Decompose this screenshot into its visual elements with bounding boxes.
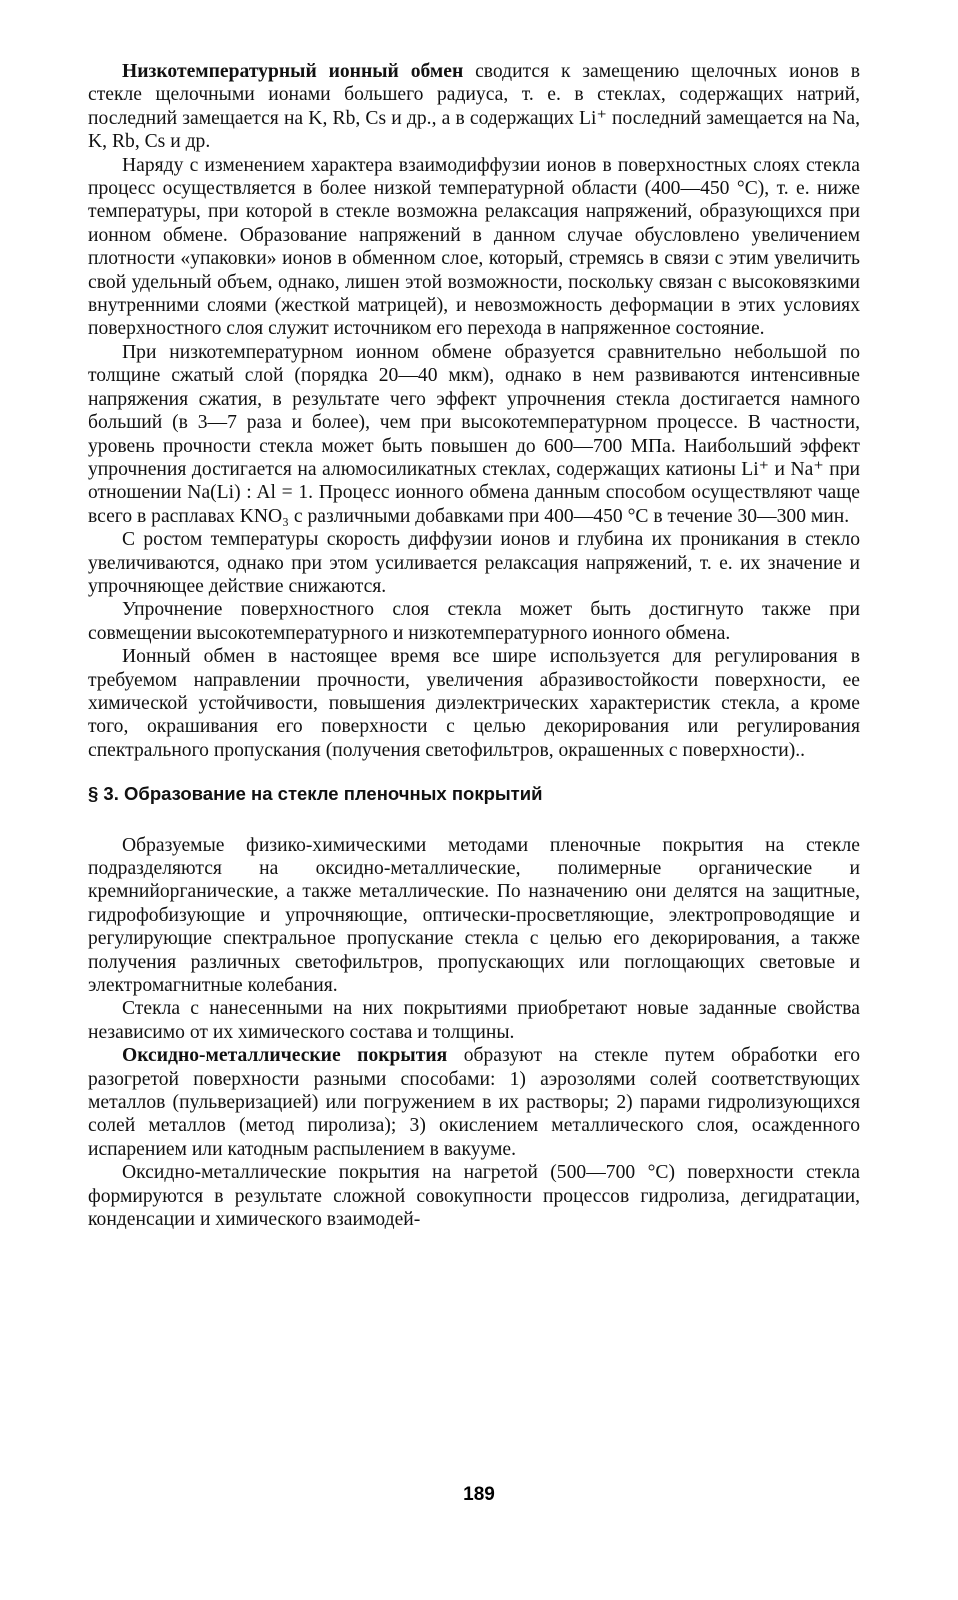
paragraph-oxide-formation: Оксидно-металлические покрытия на нагретой (500—700 °С) поверхности стекла формируются в результате сложной совокупности процессов гидролиза, дегидратации, конденсации и химического взаимодей- <box>88 1162 860 1231</box>
paragraph-ion-exchange-uses: Ионный обмен в настоящее время все шире используется для регулирования в требуемом направлении прочности, увеличения абразивостойкости поверхности, ее химической устойчивости, повышения диэлектрических характеристик стекла, а кроме того, окрашивания его поверхности с целью декорирования или регулирования спектрального пропускания (получения светофильтров, окрашенных с поверхности).. <box>88 646 860 761</box>
page-number: 189 <box>463 1484 495 1505</box>
paragraph-compressed-layer: При низкотемпературном ионном обмене образуется сравнительно небольшой по толщине сжатый слой (порядка 20—40 мкм), однако в нем развиваются интенсивные напряжения сжатия, в результате чего эффект упрочнения стекла достигается намного больший (в 3—7 раза и более), чем при высокотемпературном процессе. В частности, уровень прочности стекла может быть повышен до 600—700 МПа. Наибольший эффект упрочнения достигается на алюмосиликатных стеклах, содержащих катионы Li⁺ и Na⁺ при отношении Na(Li) : Al = 1. Процесс ионного обмена данным способом осуществляют чаще всего в расплавах KNO₃ с различными добавками при 400—450 °С в течение 30—300 мин. <box>88 341 860 527</box>
paragraph-low-temp-exchange <box>88 60 860 154</box>
paragraph-oxide-metal-coatings <box>88 1044 860 1161</box>
paragraph-combined-exchange: Упрочнение поверхностного слоя стекла может быть достигнуто также при совмещении высокотемпературного и низкотемпературного ионного обмена. <box>88 599 860 644</box>
paragraph-temperature-effect: С ростом температуры скорость диффузии ионов и глубина их проникания в стекло увеличиваются, однако при этом усиливается релаксация напряжений, т. е. их значение и упрочняющее действие снижаются. <box>88 529 860 597</box>
section-heading: § 3. Образование на стекле пленочных покрытий <box>88 783 543 805</box>
paragraph-film-coatings: Образуемые физико-химическими методами пленочные покрытия на стекле подразделяются на оксидно-металлические, полимерные органические и кремнийорганические, а также металлические. По назначению они делятся на защитные, гидрофобизующие и упрочняющие, оптически-просветляющие, электропроводящие и регулирующие спектральное пропускание стекла с целью его декорирования, а также получения различных светофильтров, пропускающих или поглощающих световые и электромагнитные колебания. <box>88 834 860 997</box>
term-low-temp-exchange: Низкотемпературный ионный обмен <box>122 61 464 82</box>
paragraph-coated-glass-properties: Стекла с нанесенными на них покрытиями приобретают новые заданные свойства независимо от их химического состава и толщины. <box>88 998 860 1043</box>
paragraph-text: сводится к замещению щелочных ионов в стекле щелочными ионами большего радиуса, т. е. в стеклах, содержащих натрий, последний замещается на K, Rb, Cs и др., а в содержащих Li⁺ последний замещается на Na, K, Rb, Cs и др. <box>88 61 860 153</box>
term-oxide-metal-coatings: Оксидно-металлические покрытия <box>122 1045 448 1067</box>
page-body <box>88 60 860 1232</box>
paragraph-interdiffusion: Наряду с изменением характера взаимодиффузии ионов в поверхностных слоях стекла процесс осуществляется в более низкой температурной области (400—450 °С), т. е. ниже температуры, при которой в стекле возможна релаксация напряжений, образующихся при ионном обмене. Образование напряжений в данном случае обусловлено увеличением плотности «упаковки» ионов в обменном слое, который, стремясь в связи с этим увеличить свой удельный объем, однако, лишен этой возможности, поскольку связан с высоковязкими внутренними слоями (жесткой матрицей), и невозможность деформации в этих условиях поверхностного слоя служит источником его перехода в напряженное состояние. <box>88 154 860 340</box>
paragraph-text: образуют на стекле путем обработки его разогретой поверхности разными способами: 1) аэрозолями солей соответствующих металлов (пульверизацией) или погружением в их растворы; 2) парами гидролизующихся солей металлов (метод пиролиза); 3) окислением металлического слоя, осажденного испарением или катодным распылением в вакууме. <box>88 1045 860 1160</box>
